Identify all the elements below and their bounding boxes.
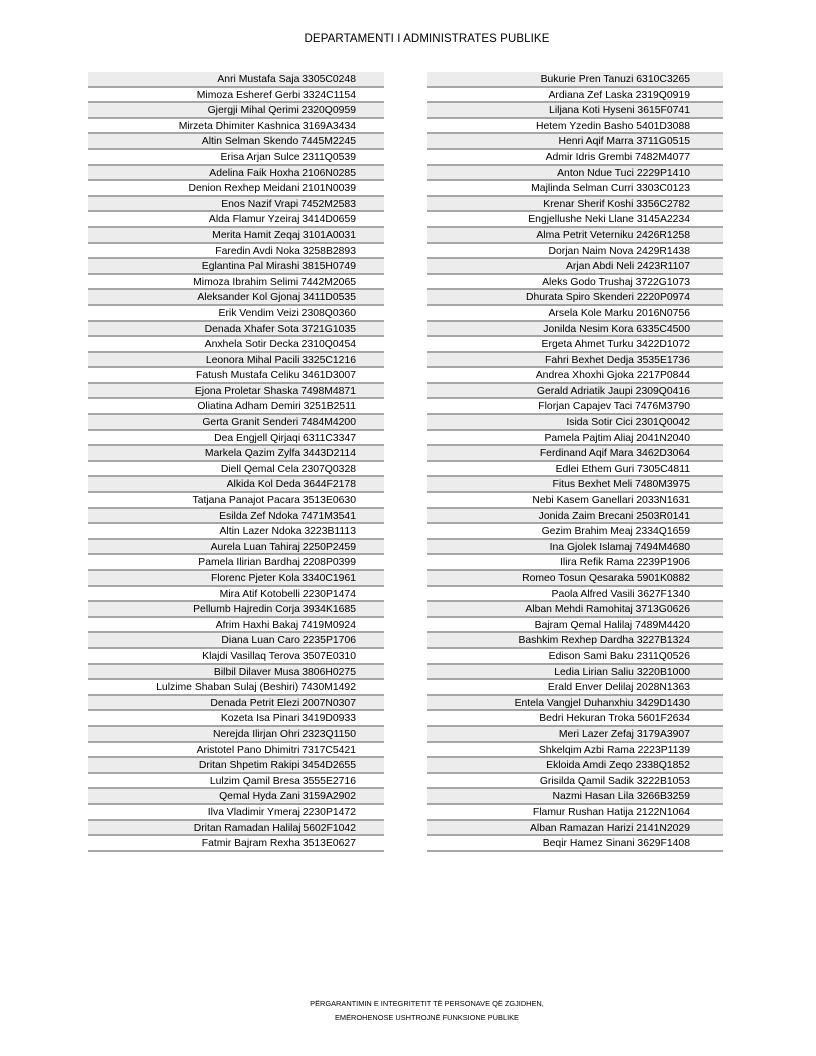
list-item: Krenar Sherif Koshi 3356C2782 xyxy=(427,197,723,213)
list-item: Merita Hamit Zeqaj 3101A0031 xyxy=(88,228,384,244)
list-item: Oliatina Adham Demiri 3251B2511 xyxy=(88,399,384,415)
list-item: Tatjana Panajot Pacara 3513E0630 xyxy=(88,493,384,509)
list-item: Aristotel Pano Dhimitri 7317C5421 xyxy=(88,743,384,759)
list-item: Dorjan Naim Nova 2429R1438 xyxy=(427,244,723,260)
list-item: Lulzim Qamil Bresa 3555E2716 xyxy=(88,774,384,790)
list-item: Ejona Proletar Shaska 7498M4871 xyxy=(88,384,384,400)
list-item: Mimoza Esheref Gerbi 3324C1154 xyxy=(88,88,384,104)
list-item: Bilbil Dilaver Musa 3806H0275 xyxy=(88,665,384,681)
list-item: Bashkim Rexhep Dardha 3227B1324 xyxy=(427,633,723,649)
list-item: Florjan Capajev Taci 7476M3790 xyxy=(427,399,723,415)
list-item: Arjan Abdi Neli 2423R1107 xyxy=(427,259,723,275)
list-item: Denion Rexhep Meidani 2101N0039 xyxy=(88,181,384,197)
list-item: Denada Petrit Elezi 2007N0307 xyxy=(88,696,384,712)
list-item: Dritan Ramadan Halilaj 5602F1042 xyxy=(88,821,384,837)
list-item: Hetem Yzedin Basho 5401D3088 xyxy=(427,119,723,135)
list-item: Alma Petrit Veterniku 2426R1258 xyxy=(427,228,723,244)
list-item: Esilda Zef Ndoka 7471M3541 xyxy=(88,509,384,525)
list-item: Markela Qazim Zylfa 3443D2114 xyxy=(88,446,384,462)
list-item: Diell Qemal Cela 2307Q0328 xyxy=(88,462,384,478)
list-item: Ergeta Ahmet Turku 3422D1072 xyxy=(427,337,723,353)
list-item: Nerejda Ilirjan Ohri 2323Q1150 xyxy=(88,727,384,743)
page-title: DEPARTAMENTI I ADMINISTRATES PUBLIKE xyxy=(304,33,550,45)
list-item: Flamur Rushan Hatija 2122N1064 xyxy=(427,805,723,821)
list-item: Aleks Godo Trushaj 3722G1073 xyxy=(427,275,723,291)
list-item: Mirzeta Dhimiter Kashnica 3169A3434 xyxy=(88,119,384,135)
list-item: Edison Sami Baku 2311Q0526 xyxy=(427,649,723,665)
list-item: Entela Vangjel Duhanxhiu 3429D1430 xyxy=(427,696,723,712)
list-item: Gjergji Mihal Qerimi 2320Q0959 xyxy=(88,103,384,119)
list-item: Fatmir Bajram Rexha 3513E0627 xyxy=(88,836,384,852)
list-item: Pamela Ilirian Bardhaj 2208P0399 xyxy=(88,555,384,571)
list-item: Erik Vendim Veizi 2308Q0360 xyxy=(88,306,384,322)
footer-line-1: PËRGARANTIMIN E INTEGRITETIT TË PERSONAVE QË ZGJIDHEN, xyxy=(310,999,544,1008)
list-item: Fatush Mustafa Celiku 3461D3007 xyxy=(88,368,384,384)
list-item: Admir Idris Grembi 7482M4077 xyxy=(427,150,723,166)
list-item: Romeo Tosun Qesaraka 5901K0882 xyxy=(427,571,723,587)
list-item: Erald Enver Delilaj 2028N1363 xyxy=(427,680,723,696)
list-item: Jonida Zaim Brecani 2503R0141 xyxy=(427,509,723,525)
list-item: Kozeta Isa Pinari 3419D0933 xyxy=(88,711,384,727)
list-item: Bedri Hekuran Troka 5601F2634 xyxy=(427,711,723,727)
list-item: Leonora Mihal Pacili 3325C1216 xyxy=(88,353,384,369)
list-item: Arsela Kole Marku 2016N0756 xyxy=(427,306,723,322)
list-item: Gezim Brahim Meaj 2334Q1659 xyxy=(427,524,723,540)
list-item: Altin Lazer Ndoka 3223B1113 xyxy=(88,524,384,540)
list-item: Alda Flamur Yzeiraj 3414D0659 xyxy=(88,212,384,228)
list-item: Alban Ramazan Harizi 2141N2029 xyxy=(427,821,723,837)
list-item: Mimoza Ibrahim Selimi 7442M2065 xyxy=(88,275,384,291)
list-item: Alban Mehdi Ramohitaj 3713G0626 xyxy=(427,602,723,618)
list-item: Aurela Luan Tahiraj 2250P2459 xyxy=(88,540,384,556)
list-item: Andrea Xhoxhi Gjoka 2217P0844 xyxy=(427,368,723,384)
list-item: Nazmi Hasan Lila 3266B3259 xyxy=(427,789,723,805)
list-item: Ferdinand Aqif Mara 3462D3064 xyxy=(427,446,723,462)
list-item: Alkida Kol Deda 3644F2178 xyxy=(88,477,384,493)
list-item: Eglantina Pal Mirashi 3815H0749 xyxy=(88,259,384,275)
list-item: Pamela Pajtim Aliaj 2041N2040 xyxy=(427,431,723,447)
list-item: Meri Lazer Zefaj 3179A3907 xyxy=(427,727,723,743)
list-item: Dritan Shpetim Rakipi 3454D2655 xyxy=(88,758,384,774)
list-item: Henri Aqif Marra 3711G0515 xyxy=(427,134,723,150)
list-item: Enos Nazif Vrapi 7452M2583 xyxy=(88,197,384,213)
list-item: Anton Ndue Tuci 2229P1410 xyxy=(427,166,723,182)
list-item: Dea Engjell Qirjaqi 6311C3347 xyxy=(88,431,384,447)
list-item: Paola Alfred Vasili 3627F1340 xyxy=(427,587,723,603)
list-item: Florenc Pjeter Kola 3340C1961 xyxy=(88,571,384,587)
list-item: Faredin Avdi Noka 3258B2893 xyxy=(88,244,384,260)
list-item: Nebi Kasem Ganellari 2033N1631 xyxy=(427,493,723,509)
list-item: Ekloida Amdi Zeqo 2338Q1852 xyxy=(427,758,723,774)
list-item: Anxhela Sotir Decka 2310Q0454 xyxy=(88,337,384,353)
list-item: Grisilda Qamil Sadik 3222B1053 xyxy=(427,774,723,790)
list-item: Fahri Bexhet Dedja 3535E1736 xyxy=(427,353,723,369)
list-item: Erisa Arjan Sulce 2311Q0539 xyxy=(88,150,384,166)
list-item: Majlinda Selman Curri 3303C0123 xyxy=(427,181,723,197)
list-item: Bajram Qemal Halilaj 7489M4420 xyxy=(427,618,723,634)
list-item: Altin Selman Skendo 7445M2245 xyxy=(88,134,384,150)
list-item: Fitus Bexhet Meli 7480M3975 xyxy=(427,477,723,493)
list-item: Ardiana Zef Laska 2319Q0919 xyxy=(427,88,723,104)
left-name-list xyxy=(88,72,384,852)
list-item: Lulzime Shaban Sulaj (Beshiri) 7430M1492 xyxy=(88,680,384,696)
right-name-list xyxy=(427,72,723,852)
list-item: Ilva Vladimir Ymeraj 2230P1472 xyxy=(88,805,384,821)
list-item: Isida Sotir Cici 2301Q0042 xyxy=(427,415,723,431)
list-item: Aleksander Kol Gjonaj 3411D0535 xyxy=(88,290,384,306)
list-item: Liljana Koti Hyseni 3615F0741 xyxy=(427,103,723,119)
list-item: Gerald Adriatik Jaupi 2309Q0416 xyxy=(427,384,723,400)
list-item: Jonilda Nesim Kora 6335C4500 xyxy=(427,322,723,338)
footer-line-2: EMËROHENOSE USHTROJNË FUNKSIONE PUBLIKE xyxy=(335,1013,519,1022)
list-item: Edlei Ethem Guri 7305C4811 xyxy=(427,462,723,478)
list-item: Engjellushe Neki Llane 3145A2234 xyxy=(427,212,723,228)
list-item: Pellumb Hajredin Corja 3934K1685 xyxy=(88,602,384,618)
list-item: Mira Atif Kotobelli 2230P1474 xyxy=(88,587,384,603)
list-item: Shkelqim Azbi Rama 2223P1139 xyxy=(427,743,723,759)
list-item: Ilira Refik Rama 2239P1906 xyxy=(427,555,723,571)
list-item: Denada Xhafer Sota 3721G1035 xyxy=(88,322,384,338)
list-item: Gerta Granit Senderi 7484M4200 xyxy=(88,415,384,431)
list-item: Qemal Hyda Zani 3159A2902 xyxy=(88,789,384,805)
list-item: Beqir Hamez Sinani 3629F1408 xyxy=(427,836,723,852)
list-item: Ina Gjolek Islamaj 7494M4680 xyxy=(427,540,723,556)
list-item: Klajdi Vasillaq Terova 3507E0310 xyxy=(88,649,384,665)
list-item: Afrim Haxhi Bakaj 7419M0924 xyxy=(88,618,384,634)
list-item: Adelina Faik Hoxha 2106N0285 xyxy=(88,166,384,182)
list-item: Ledia Lirian Saliu 3220B1000 xyxy=(427,665,723,681)
list-item: Bukurie Pren Tanuzi 6310C3265 xyxy=(427,72,723,88)
list-item: Dhurata Spiro Skenderi 2220P0974 xyxy=(427,290,723,306)
list-item: Diana Luan Caro 2235P1706 xyxy=(88,633,384,649)
list-item: Anri Mustafa Saja 3305C0248 xyxy=(88,72,384,88)
